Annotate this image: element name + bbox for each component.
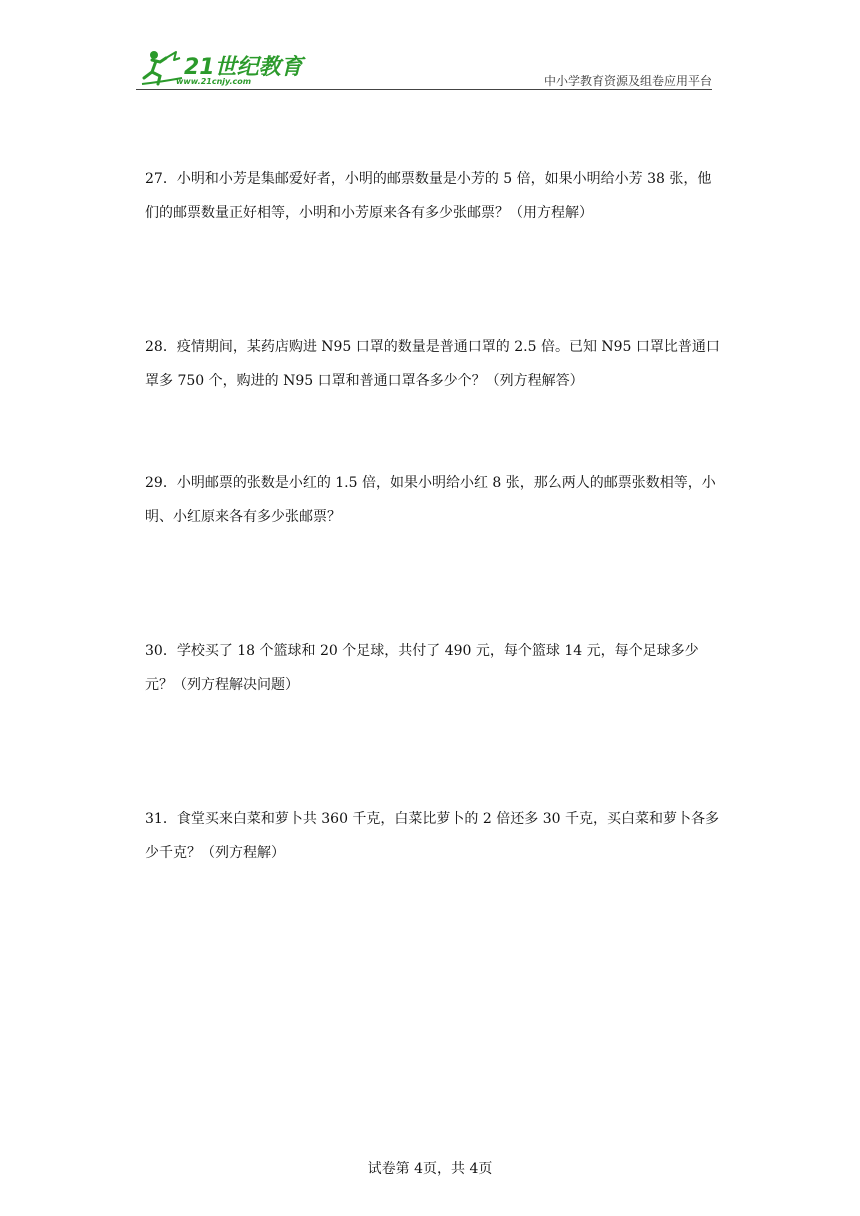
question-29: 29．小明邮票的张数是小红的 1.5 倍，如果小明给小红 8 张，那么两人的邮票张数相等，小明、小红原来各有多少张邮票？ bbox=[145, 475, 716, 525]
logo-text: 21世纪教育 bbox=[184, 55, 303, 80]
logo-url: www.21cnjy.com bbox=[176, 77, 252, 86]
header-divider bbox=[136, 89, 712, 90]
question-30: 30．学校买了 18 个篮球和 20 个足球，共付了 490 元，每个篮球 14 元，每个足球多少元？（列方程解决问题） bbox=[145, 643, 699, 693]
page-header bbox=[136, 44, 712, 90]
logo bbox=[136, 44, 316, 90]
question-27: 27．小明和小芳是集邮爱好者，小明的邮票数量是小芳的 5 倍，如果小明给小芳 38 张，他们的邮票数量正好相等，小明和小芳原来各有多少张邮票？（用方程解） bbox=[145, 171, 712, 221]
page-footer: 试卷第 4页，共 4页 bbox=[367, 1161, 493, 1177]
question-28: 28．疫情期间，某药店购进 N95 口罩的数量是普通口罩的 2.5 倍。已知 N95 口罩比普通口罩多 750 个，购进的 N95 口罩和普通口罩各多少个？（列方程解答） bbox=[145, 339, 720, 389]
question-31: 31．食堂买来白菜和萝卜共 360 千克，白菜比萝卜的 2 倍还多 30 千克，买白菜和萝卜各多少千克？（列方程解） bbox=[145, 811, 719, 861]
platform-title: 中小学教育资源及组卷应用平台 bbox=[543, 74, 712, 88]
